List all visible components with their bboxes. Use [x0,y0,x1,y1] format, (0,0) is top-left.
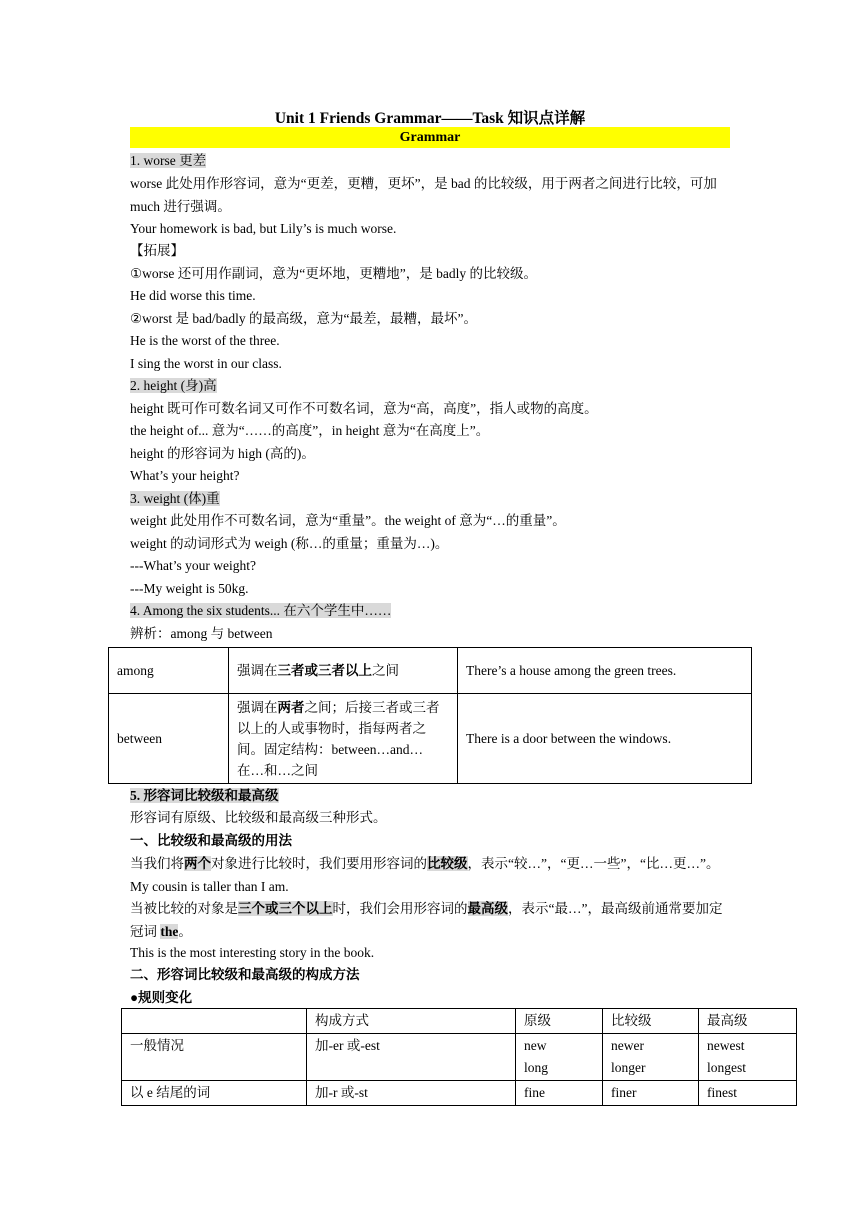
table-row [122,1034,797,1081]
example-sentence: This is the most interesting story in the book. [130,945,375,960]
subheading-usage: 一、比较级和最高级的用法 [130,833,292,848]
example-sentence: ---What’s your weight? [130,558,256,573]
section-5-heading: 5. 形容词比较级和最高级 [130,788,279,803]
example-sentence: What’s your height? [130,468,240,483]
table-cell: 加-r 或-st [307,1081,516,1106]
table-cell: among [109,648,229,694]
table-cell: There’s a house among the green trees. [458,648,752,694]
table-cell: fine [516,1081,603,1106]
section-2-paragraph: height 的形容词为 high (高的)。 [130,446,315,461]
comparison-intro: 辨析：among 与 between [130,626,273,641]
section-2-heading: 2. height (身)高 [130,378,217,393]
section-1-paragraph: worse 此处用作形容词，意为“更差，更糟，更坏”，是 bad 的比较级，用于两者之间进行比较，可加 much 进行强调。 [130,176,717,214]
table-header-cell: 最高级 [699,1009,797,1034]
section-2-paragraph: the height of... 意为“……的高度”，in height 意为“在高度上”。 [130,423,490,438]
grammar-heading: Grammar [130,127,730,148]
extension-label: 【拓展】 [130,243,184,258]
example-sentence: Your homework is bad, but Lily’s is much worse. [130,221,397,236]
section-4-heading: 4. Among the six students... 在六个学生中…… [130,603,392,618]
table-cell: finer [603,1081,699,1106]
page-title: Unit 1 Friends Grammar——Task 知识点详解 [274,110,586,127]
table-cell: finest [699,1081,797,1106]
table-header-row [122,1009,797,1034]
usage-paragraph-1: 当我们将两个对象进行比较时，我们要用形容词的比较级，表示“较…”，“更…一些”，“比…更…”。My cousin is taller than I am. [130,856,720,894]
table-cell: new long [516,1034,603,1081]
table-cell: newer longer [603,1034,699,1081]
usage-paragraph-2: 当被比较的对象是三个或三个以上时，我们会用形容词的最高级，表示“最…”，最高级前通常要加定冠词 the。 [130,901,723,939]
subheading-regular: ●规则变化 [130,990,193,1005]
table-row [122,1081,797,1106]
table-cell: 以 e 结尾的词 [122,1081,307,1106]
table-cell: 强调在两者之间；后接三者或三者以上的人或事物时，指每两者之间。固定结构：between…and…在…和…之间 [229,694,458,784]
example-sentence: He did worse this time. [130,288,256,303]
table-header-cell: 比较级 [603,1009,699,1034]
comparison-formation-table [121,1008,797,1106]
table-row [109,648,752,694]
table-header-cell: 原级 [516,1009,603,1034]
table-cell: 加-er 或-est [307,1034,516,1081]
table-header-cell [122,1009,307,1034]
table-cell: There is a door between the windows. [458,694,752,784]
table-cell: 强调在三者或三者以上之间 [229,648,458,694]
section-5-intro: 形容词有原级、比较级和最高级三种形式。 [130,810,387,825]
table-cell: between [109,694,229,784]
example-sentence: ---My weight is 50kg. [130,581,249,596]
section-3-heading: 3. weight (体)重 [130,491,220,506]
section-3-paragraph: weight 的动词形式为 weigh (称…的重量；重量为…)。 [130,536,449,551]
section-3-paragraph: weight 此处用作不可数名词，意为“重量”。the weight of 意为“…的重量”。 [130,513,566,528]
extension-point-2: ②worst 是 bad/badly 的最高级，意为“最差，最糟，最坏”。 [130,311,477,326]
section-2-paragraph: height 既可作可数名词又可作不可数名词，意为“高，高度”，指人或物的高度。 [130,401,598,416]
table-header-cell: 构成方式 [307,1009,516,1034]
extension-point-1: ①worse 还可用作副词，意为“更坏地，更糟地”，是 badly 的比较级。 [130,266,537,281]
subheading-formation: 二、形容词比较级和最高级的构成方法 [130,967,360,982]
table-cell: newest longest [699,1034,797,1081]
table-row [109,694,752,784]
example-sentence: He is the worst of the three. [130,333,280,348]
among-between-table [108,647,752,784]
section-1-heading: 1. worse 更差 [130,153,207,168]
table-cell: 一般情况 [122,1034,307,1081]
example-sentence: I sing the worst in our class. [130,356,282,371]
